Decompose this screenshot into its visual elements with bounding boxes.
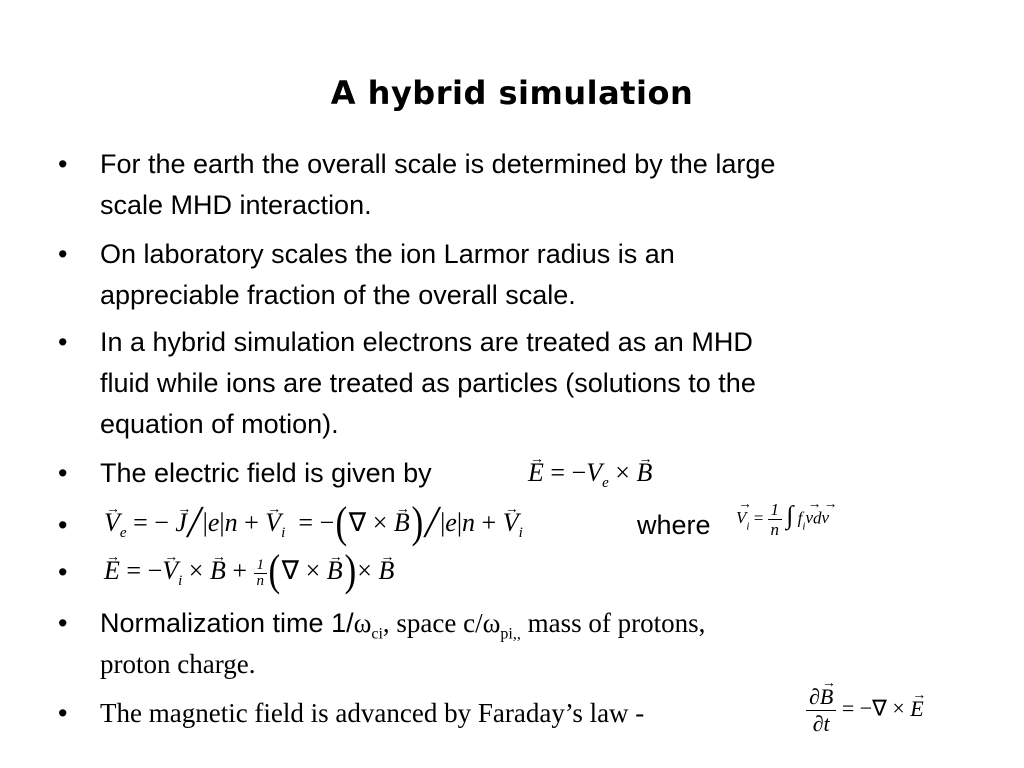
bullet-3-line-3: equation of motion). [100,409,339,439]
bullet-2-line-1: On laboratory scales the ion Larmor radius is an [100,239,675,269]
omega-symbol: ω [482,608,501,638]
bullet-2-line-2: appreciable fraction of the overall scale. [100,280,576,310]
bullet-marker: • [58,458,68,488]
bullet-marker: • [58,608,68,638]
slide-title: A hybrid simulation [330,74,694,112]
bullet-marker: • [58,510,68,540]
omega-subscript-pi: pi,, [500,625,521,643]
where-label: where [637,510,711,540]
faraday-law-equation: $\frac{\partial\to B}{\partial t}$ = −∇ × → E [806,684,924,737]
omega-subscript-ci: ci [371,625,383,643]
mass-text: mass of protons, [520,608,706,638]
bullet-marker: • [58,557,68,587]
bullet-7-line-2: proton charge. [100,649,256,679]
bullet-marker: • [58,327,68,357]
normalization-time-text: Normalization time 1/ [100,608,354,638]
bullet-8-text: The magnetic field is advanced by Faraday’s law - [100,698,645,728]
electron-velocity-equation: → $V_e$ = − → J╱|e|n + → $V_i$ = −(∇ × → B)╱|e|n + → $V_i$ [104,508,523,538]
space-text: , space c/ [382,608,483,638]
bullet-3-line-1: In a hybrid simulation electrons are treated as an MHD [100,327,753,357]
omega-symbol: ω [353,608,372,638]
bullet-1-line-2: scale MHD interaction. [100,190,372,220]
bullet-1-line-1: For the earth the overall scale is determined by the large [100,149,776,179]
bullet-marker: • [58,239,68,269]
electric-field-expanded-equation: → E = −→ $V_i$ × → B + $\frac{1}{n}$ (∇ × → B)× → B [104,556,394,589]
bullet-4-text: The electric field is given by [100,458,432,488]
bullet-3-line-2: fluid while ions are treated as particles (solutions to the [100,368,756,398]
ion-velocity-definition: → $V_i$ = $\frac{1}{n}$ ∫ $f_i\to vd\to v$ [736,500,829,539]
bullet-marker: • [58,149,68,179]
bullet-marker: • [58,698,68,728]
electric-field-equation: → $E = -V_e$ × → B [528,458,652,488]
